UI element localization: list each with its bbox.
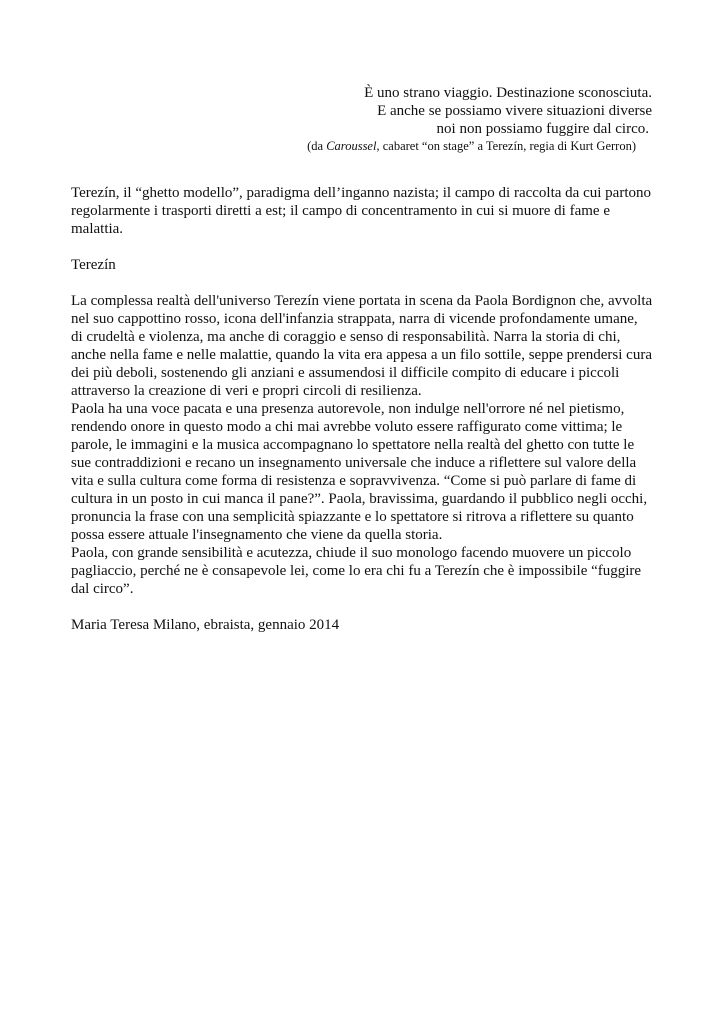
epigraph-line: E anche se possiamo vivere situazioni diverse [377,103,652,119]
body-paragraph: La complessa realtà dell'universo Terezín viene portata in scena da Paola Bordignon che, avvolta nel suo cappottino rosso, icona dell'infanzia strappata, narra di vicende profondamente umane, di crudeltà e violenza, ma anche di coraggio e senso di responsabilità. Narra la storia di chi, anche nella fame e nelle malattie, quando la vita era appesa a un filo sottile, seppe prendersi cura dei più deboli, sostenendo gli anziani e assumendosi il difficile compito di educare i piccoli attraverso la creazione di veri e propri circoli di resilienza. [71,293,653,399]
article-body [71,184,653,634]
epigraph-source-prefix: (da [307,139,327,153]
body-paragraph: Paola ha una voce pacata e una presenza autorevole, non indulge nell'orrore né nel pietismo, rendendo onore in questo modo a chi mai avrebbe voluto essere raffigurato come vittima; le parole, le immagini e la musica accompagnano lo spettatore nella realtà del ghetto con tutte le sue contraddizioni e recano un insegnamento universale che induce a riflettere sul valore della vita e sulla cultura come forma di resistenza e sopravvivenza. “Come si può parlare di fame di cultura in un posto in cui manca il pane?”. Paola, bravissima, guardando il pubblico negli occhi, pronuncia la frase con una semplicità spiazzante e lo spettatore si ritrova a riflettere su quanto possa essere attuale l'insegnamento che viene da quella storia. [71,401,648,543]
epigraph-source-suffix: , cabaret “on stage” a Terezín, regia di Kurt Gerron) [376,139,636,153]
epigraph [252,84,652,155]
epigraph-line: noi non possiamo fuggire dal circo. [436,121,649,137]
signature: Maria Teresa Milano, ebraista, gennaio 2014 [71,617,340,633]
epigraph-source [252,138,652,155]
epigraph-line: È uno strano viaggio. Destinazione sconosciuta. [364,85,652,101]
body-paragraph: Paola, con grande sensibilità e acutezza, chiude il suo monologo facendo muovere un piccolo pagliaccio, perché ne è consapevole lei, come lo era chi fu a Terezín che è impossibile “fuggire dal circo”. [71,545,642,597]
intro-paragraph: Terezín, il “ghetto modello”, paradigma dell’inganno nazista; il campo di raccolta da cui partono regolarmente i trasporti diretti a est; il campo di concentramento in cui si muore di fame e malattia. [71,185,651,237]
section-heading: Terezín [71,257,116,273]
epigraph-source-title: Caroussel [326,139,377,153]
